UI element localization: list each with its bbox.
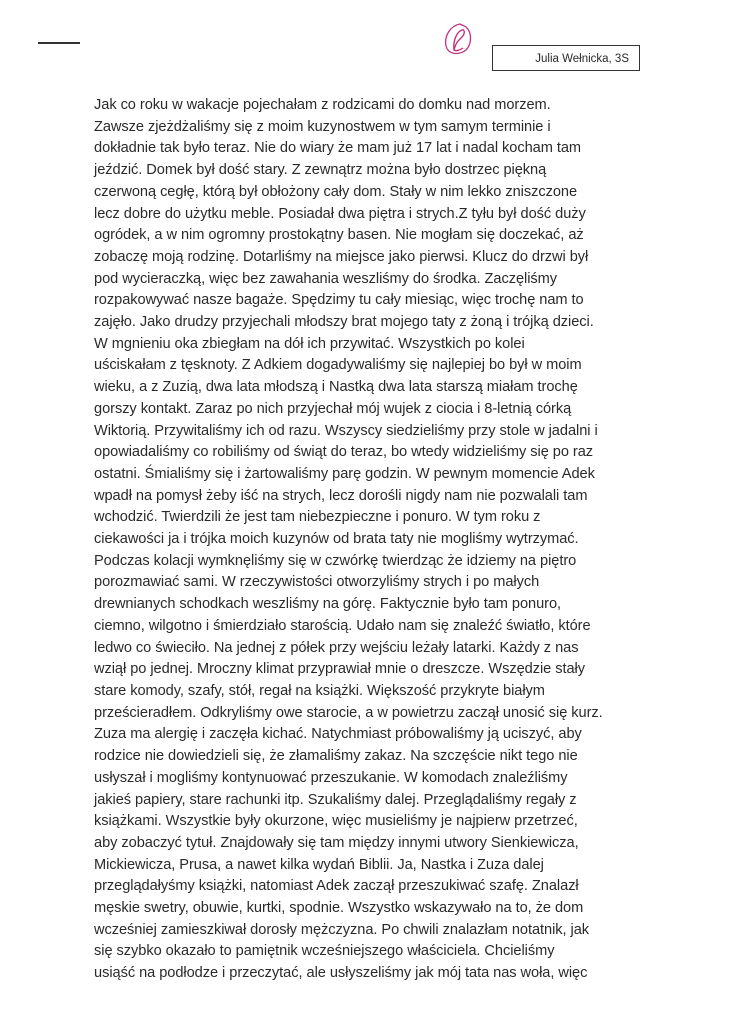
- essay-line: lecz dobre do użytku meble. Posiadał dwa piętra i strych.Z tyłu był dość duży: [94, 205, 586, 222]
- essay-line: gorszy kontakt. Zaraz po nich przyjechał mój wujek z ciocia i 8-letnią córką: [94, 400, 572, 417]
- handwritten-grade-mark: [440, 20, 474, 58]
- essay-line: ciekawości ja i trójka moich kuzynów od brata taty nie mogliśmy wytrzymać.: [94, 531, 579, 548]
- essay-text: [94, 95, 674, 985]
- essay-line: Podczas kolacji wymknęliśmy się w czwórkę twierdząc że idziemy na piętro: [94, 552, 577, 569]
- essay-line: ostatni. Śmialiśmy się i żartowaliśmy parę godzin. W pewnym momencie Adek: [94, 465, 595, 482]
- essay-line: stare komody, szafy, stół, regał na książki. Większość przykryte białym: [94, 682, 545, 699]
- essay-line: porozmawiać sami. W rzeczywistości otworzyliśmy strych i po małych: [94, 574, 540, 591]
- essay-line: aby zobaczyć tytuł. Znajdowały się tam między innymi utwory Sienkiewicza,: [94, 834, 579, 851]
- essay-line: ciemno, wilgotno i śmierdziało starością. Udało nam się znaleźć światło, które: [94, 617, 591, 634]
- essay-line: ogródek, a w nim ogromny prostokątny basen. Nie mogłam się doczekać, aż: [94, 227, 584, 244]
- essay-line: drewnianych schodkach weszliśmy na górę. Faktycznie było tam ponuro,: [94, 596, 562, 613]
- essay-line: Zawsze zjeżdżaliśmy się z moim kuzynostwem w tym samym terminie i: [94, 118, 551, 135]
- essay-line: usłyszał i mogliśmy kontynuować przeszukanie. W komodach znaleźliśmy: [94, 769, 568, 786]
- margin-mark: [38, 42, 80, 44]
- essay-line: usiąść na podłodze i przeczytać, ale usłyszeliśmy jak mój tata nas woła, więc: [94, 965, 588, 982]
- essay-line: czerwoną cegłę, którą był obłożony cały dom. Stały w nim lekko zniszczone: [94, 183, 578, 200]
- essay-line: ledwo co świeciło. Na jednej z półek przy wejściu leżały latarki. Każdy z nas: [94, 639, 579, 656]
- essay-line: przeglądałyśmy książki, natomiast Adek zaczął przeszukiwać szafę. Znalazł: [94, 878, 579, 895]
- essay-line: Jak co roku w wakacje pojechałam z rodzicami do domku nad morzem.: [94, 97, 551, 113]
- essay-line: się szybko okazało to pamiętnik wcześniejszego właściciela. Chcieliśmy: [94, 943, 555, 960]
- essay-line: rozpakowywać nasze bagaże. Spędzimy tu cały miesiąc, więc trochę nam to: [94, 292, 584, 309]
- essay-line: zobaczę moją rodzinę. Dotarliśmy na miejsce jako pierwsi. Klucz do drzwi był: [94, 248, 589, 265]
- essay-line: prześcieradłem. Odkryliśmy owe starocie, a w powietrzu zaczął unosić się kurz.: [94, 704, 603, 721]
- essay-line: Wiktorią. Przywitaliśmy ich od razu. Wszyscy siedzieliśmy przy stole w jadalni i: [94, 422, 598, 439]
- essay-line: dokładnie tak było teraz. Nie do wiary że mam już 17 lat i nadal kocham tam: [94, 140, 581, 157]
- essay-line: jakieś papiery, stare rachunki itp. Szukaliśmy dalej. Przeglądaliśmy regały z: [94, 791, 577, 808]
- essay-line: uściskałam z tęsknoty. Z Adkiem dogadywaliśmy się najlepiej bo był w moim: [94, 357, 582, 374]
- essay-line: wieku, a z Zuzią, dwa lata młodszą i Nastką dwa lata starszą miałam trochę: [94, 379, 578, 396]
- essay-line: książkami. Wszystkie były okurzone, więc musieliśmy je najpierw przetrzeć,: [94, 813, 578, 830]
- student-name: Julia Wełnicka, 3S: [535, 53, 629, 65]
- essay-line: wpadł na pomysł żeby iść na strych, lecz dorośli nigdy nam nie pozwalali tam: [94, 487, 588, 504]
- essay-line: zajęło. Jako drudzy przyjechali młodszy brat mojego taty z żoną i trójką dzieci.: [94, 314, 594, 331]
- essay-line: Mickiewicza, Prusa, a nawet kilka wydań Biblii. Ja, Nastka i Zuza dalej: [94, 856, 544, 873]
- essay-line: Zuza ma alergię i zaczęła kichać. Natychmiast próbowaliśmy ją uciszyć, aby: [94, 726, 582, 743]
- essay-line: wcześniej zamieszkiwał dorosły mężczyzna. Po chwili znalazłam notatnik, jak: [94, 921, 590, 938]
- essay-line: jeździć. Domek był dość stary. Z zewnątrz można było dostrzec piękną: [94, 162, 547, 179]
- essay-line: wchodzić. Twierdzili że jest tam niebezpieczne i ponuro. W tym roku z: [94, 509, 541, 526]
- essay-line: męskie swetry, obuwie, kurtki, spodnie. Wszystko wskazywało na to, że dom: [94, 900, 584, 917]
- essay-line: wziął po jednej. Mroczny klimat przyprawiał mnie o dreszcze. Wszędzie stały: [94, 661, 585, 678]
- essay-line: opowiadaliśmy co robiliśmy od świąt do teraz, bo wtedy widzieliśmy się po raz: [94, 444, 594, 461]
- essay-line: rodzice nie dowiedzieli się, że złamaliśmy zakaz. Na szczęście nikt tego nie: [94, 748, 578, 765]
- essay-line: W mgnieniu oka zbiegłam na dół ich przywitać. Wszystkich po kolei: [94, 335, 525, 352]
- student-name-box: [492, 45, 640, 71]
- essay-line: pod wycieraczką, więc bez zawahania weszliśmy do środka. Zaczęliśmy: [94, 270, 558, 287]
